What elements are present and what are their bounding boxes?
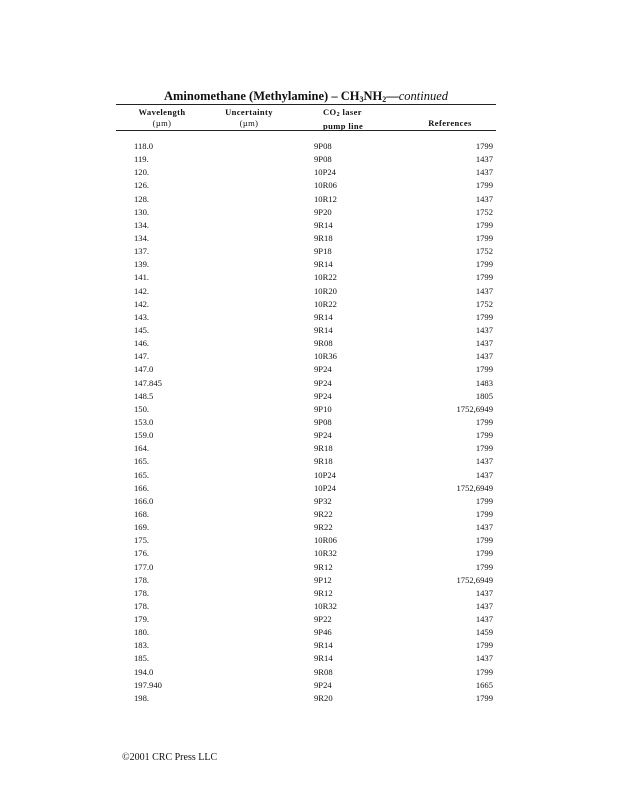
wavelength-cell: 147.845 [134,377,162,388]
table-row [0,679,617,692]
header-bottom-rule [116,130,496,131]
wavelength-cell: 177.0 [134,561,154,572]
table-row [0,179,617,192]
references-cell: 1437 [475,324,493,335]
references-cell: 1437 [475,456,493,467]
pump-line-cell: 10R06 [314,535,337,546]
table-row [0,692,617,705]
table-row [0,652,617,665]
wavelength-cell: 147. [134,351,150,362]
references-cell: 1799 [475,666,493,677]
table-row [0,219,617,232]
table-row [0,206,617,219]
table-row [0,258,617,271]
references-cell: 1459 [475,627,493,638]
table-row [0,587,617,600]
title-subscript-2: 2 [382,95,387,104]
references-cell: 1799 [475,561,493,572]
pump-line-cell: 9P18 [314,246,332,257]
table-row [0,324,617,337]
table-row [0,232,617,245]
wavelength-cell: 165. [134,469,150,480]
wavelength-cell: 143. [134,311,150,322]
wavelength-cell: 169. [134,522,150,533]
table-row [0,350,617,363]
references-cell: 1437 [475,522,493,533]
table-row [0,140,617,153]
header-co2-sub: 2 [336,112,340,118]
table-row [0,429,617,442]
header-co2-prefix: CO [323,107,337,117]
references-cell: 1799 [475,443,493,454]
references-cell: 1437 [475,167,493,178]
wavelength-cell: 126. [134,180,150,191]
pump-line-cell: 9R20 [314,692,333,703]
references-cell: 1799 [475,548,493,559]
references-cell: 1437 [475,614,493,625]
header-co2-line1 [323,107,383,121]
table-body [0,140,617,705]
references-cell: 1437 [475,600,493,611]
references-cell: 1799 [475,180,493,191]
header-uncertainty [214,107,284,129]
pump-line-cell: 9P08 [314,141,332,151]
pump-line-cell: 9P20 [314,206,332,217]
table-row [0,613,617,626]
table-row [0,547,617,560]
pump-line-cell: 10P24 [314,469,336,480]
pump-line-cell: 9P24 [314,377,332,388]
table-row [0,285,617,298]
title-continued: continued [398,89,448,103]
table-row [0,193,617,206]
wavelength-cell: 128. [134,193,150,204]
wavelength-cell: 141. [134,272,150,283]
wavelength-cell: 134. [134,232,150,243]
wavelength-cell: 146. [134,338,150,349]
references-cell: 1437 [475,587,493,598]
wavelength-cell: 185. [134,653,150,664]
wavelength-cell: 148.5 [134,390,154,401]
title-main: Aminomethane (Methylamine) – CH [163,89,360,103]
header-wavelength-label: Wavelength [138,107,186,117]
wavelength-cell: 120. [134,167,150,178]
references-cell: 1437 [475,653,493,664]
wavelength-cell: 164. [134,443,150,454]
table-row [0,639,617,652]
pump-line-cell: 9R14 [314,640,333,651]
wavelength-cell: 194.0 [134,666,154,677]
pump-line-cell: 10P24 [314,167,336,178]
wavelength-cell: 139. [134,259,150,270]
references-cell: 1799 [475,364,493,375]
pump-line-cell: 9P24 [314,679,332,690]
references-cell: 1799 [475,640,493,651]
references-cell: 1799 [475,259,493,270]
pump-line-cell: 10R32 [314,600,337,611]
wavelength-cell: 118.0 [134,141,154,151]
wavelength-cell: 134. [134,219,150,230]
wavelength-cell: 145. [134,324,150,335]
table-row [0,416,617,429]
pump-line-cell: 9P46 [314,627,332,638]
copyright-footer: ©2001 CRC Press LLC [122,752,218,763]
references-cell: 1437 [475,351,493,362]
references-cell: 1799 [475,535,493,546]
references-cell: 1752 [475,206,493,217]
table-row [0,521,617,534]
title-subscript-1: 3 [359,95,364,104]
wavelength-cell: 166.0 [134,495,154,506]
wavelength-cell: 197.940 [134,679,162,690]
pump-line-cell: 9P08 [314,154,332,165]
wavelength-cell: 142. [134,298,150,309]
wavelength-cell: 183. [134,640,150,651]
pump-line-cell: 9R14 [314,311,333,322]
header-uncertainty-label: Uncertainty [225,107,273,117]
pump-line-cell: 9R08 [314,338,333,349]
references-cell: 1437 [475,469,493,480]
header-wavelength [128,107,196,129]
pump-line-cell: 9R18 [314,443,333,454]
table-row [0,442,617,455]
wavelength-cell: 130. [134,206,150,217]
references-cell: 1437 [475,285,493,296]
table-row [0,455,617,468]
header-references: References [428,118,472,128]
table-row [0,482,617,495]
references-cell: 1437 [475,154,493,165]
header-co2-suffix: laser [339,107,362,117]
table-title [116,89,496,104]
pump-line-cell: 10R32 [314,548,337,559]
wavelength-cell: 178. [134,587,150,598]
table-row [0,390,617,403]
references-cell: 1799 [475,430,493,441]
references-cell: 1799 [475,692,493,703]
pump-line-cell: 9R14 [314,219,333,230]
wavelength-cell: 175. [134,535,150,546]
references-cell: 1752 [475,246,493,257]
pump-line-cell: 9R22 [314,522,333,533]
pump-line-cell: 9P32 [314,495,332,506]
pump-line-cell: 9P10 [314,403,332,414]
pump-line-cell: 9R18 [314,456,333,467]
references-cell: 1483 [475,377,493,388]
references-cell: 1805 [475,390,493,401]
wavelength-cell: 198. [134,692,150,703]
wavelength-cell: 150. [134,403,150,414]
pump-line-cell: 9R14 [314,259,333,270]
references-cell: 1752,6949 [456,574,493,585]
table-row [0,495,617,508]
table-row [0,153,617,166]
references-cell: 1799 [475,141,493,151]
references-cell: 1437 [475,193,493,204]
pump-line-cell: 9R14 [314,653,333,664]
pump-line-cell: 10R22 [314,298,337,309]
pump-line-cell: 9R12 [314,561,333,572]
pump-line-cell: 10R12 [314,193,337,204]
table-row [0,534,617,547]
header-co2-laser [323,107,383,132]
pump-line-cell: 9P24 [314,364,332,375]
wavelength-cell: 142. [134,285,150,296]
references-cell: 1752,6949 [456,403,493,414]
references-cell: 1799 [475,508,493,519]
table-row [0,337,617,350]
table-row [0,403,617,416]
wavelength-cell: 176. [134,548,150,559]
table-row [0,245,617,258]
table-row [0,469,617,482]
references-cell: 1799 [475,311,493,322]
pump-line-cell: 10R22 [314,272,337,283]
table-row [0,363,617,376]
wavelength-cell: 165. [134,456,150,467]
references-cell: 1799 [475,495,493,506]
table-row [0,666,617,679]
wavelength-cell: 179. [134,614,150,625]
pump-line-cell: 9R14 [314,324,333,335]
references-cell: 1799 [475,232,493,243]
header-uncertainty-unit: (µm) [239,118,259,128]
pump-line-cell: 9P24 [314,390,332,401]
wavelength-cell: 147.0 [134,364,154,375]
references-cell: 1799 [475,272,493,283]
references-cell: 1665 [475,679,493,690]
pump-line-cell: 10R06 [314,180,337,191]
wavelength-cell: 137. [134,246,150,257]
table-row [0,377,617,390]
references-cell: 1752,6949 [456,482,493,493]
references-cell: 1752 [475,298,493,309]
header-wavelength-unit: (µm) [152,118,172,128]
pump-line-cell: 9R12 [314,587,333,598]
pump-line-cell: 9P12 [314,574,332,585]
pump-line-cell: 10P24 [314,482,336,493]
pump-line-cell: 9P24 [314,430,332,441]
table-row [0,600,617,613]
wavelength-cell: 178. [134,600,150,611]
title-dash: — [386,89,399,103]
header-pump-line: pump line [323,121,364,131]
wavelength-cell: 168. [134,508,150,519]
table-row [0,508,617,521]
table-row [0,271,617,284]
references-cell: 1437 [475,338,493,349]
title-mid: NH [363,89,383,103]
wavelength-cell: 166. [134,482,150,493]
pump-line-cell: 9R22 [314,508,333,519]
wavelength-cell: 159.0 [134,430,154,441]
wavelength-cell: 119. [134,154,149,165]
pump-line-cell: 9P08 [314,416,332,427]
table-row [0,311,617,324]
table-row [0,166,617,179]
wavelength-cell: 180. [134,627,150,638]
table-row [0,626,617,639]
pump-line-cell: 10R36 [314,351,337,362]
pump-line-cell: 9R08 [314,666,333,677]
pump-line-cell: 10R20 [314,285,337,296]
table-row [0,574,617,587]
pump-line-cell: 9P22 [314,614,332,625]
table-row [0,561,617,574]
wavelength-cell: 178. [134,574,150,585]
references-cell: 1799 [475,416,493,427]
wavelength-cell: 153.0 [134,416,154,427]
references-cell: 1799 [475,219,493,230]
table-row [0,298,617,311]
header-top-rule [116,104,496,105]
pump-line-cell: 9R18 [314,232,333,243]
